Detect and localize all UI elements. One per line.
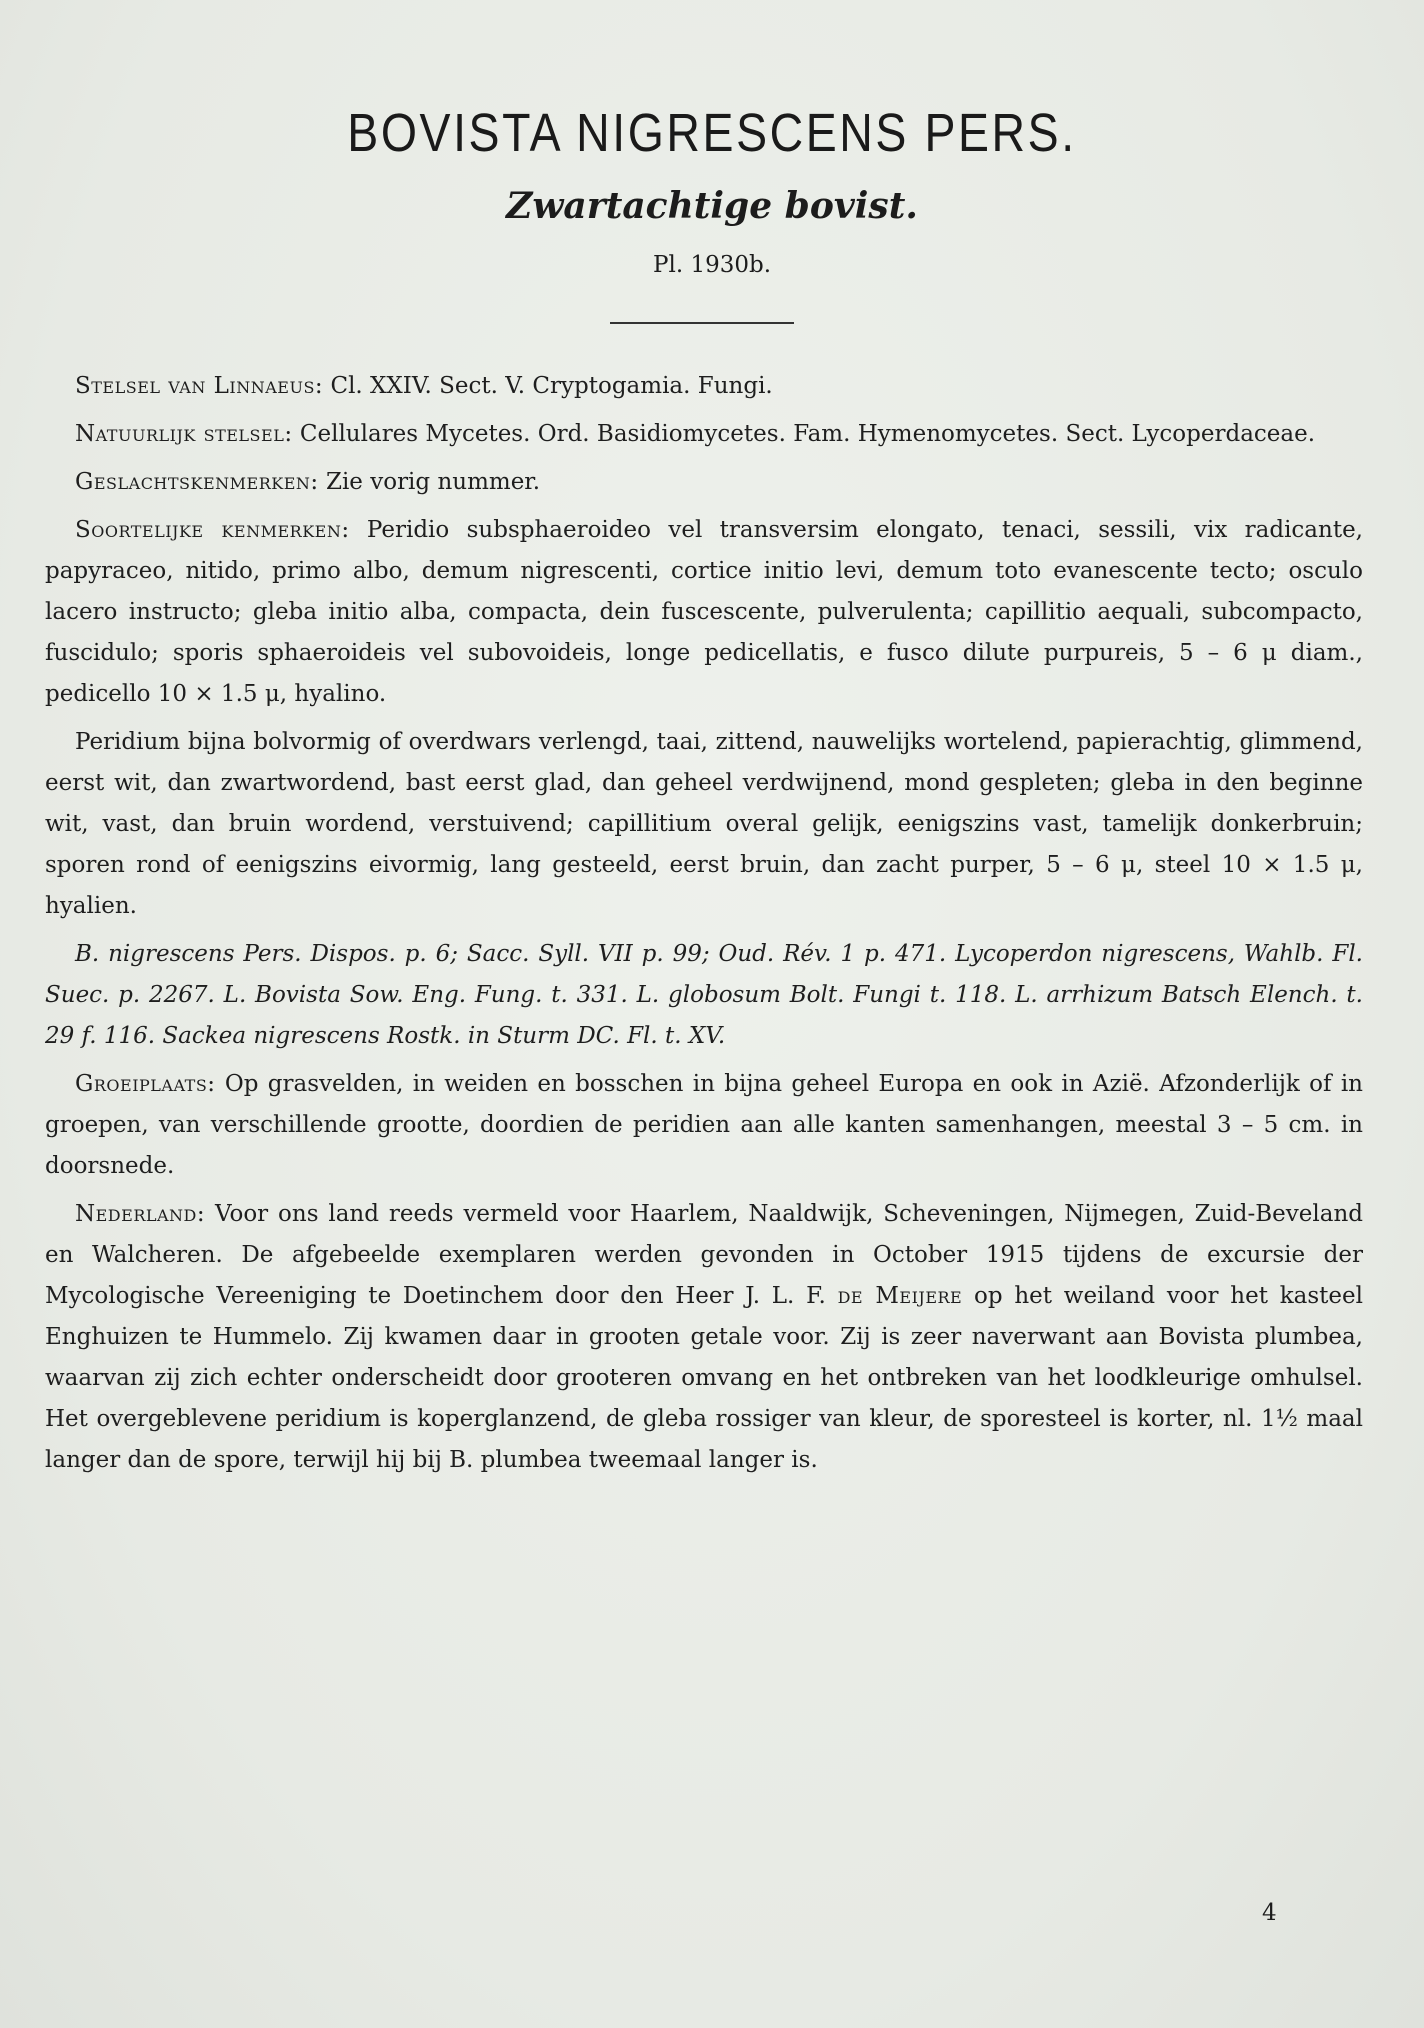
paragraph-genus — [45, 462, 1363, 503]
section-label: Nederland: — [75, 1201, 206, 1227]
section-text: Op grasvelden, in weiden en bosschen in bijna geheel Europa en ook in Azië. Afzonderlijk of in groepen, van verschillende grootte, doordien de peridien aan alle kanten samenhangen, meestal 3 – 5 cm. in doorsnede. — [45, 1071, 1363, 1179]
document-body — [45, 366, 1363, 1488]
paragraph-natural-system — [45, 414, 1363, 455]
paragraph-habitat — [45, 1064, 1363, 1187]
page-subtitle: Zwartachtige bovist. — [506, 185, 918, 227]
section-label: Soortelijke kenmerken: — [75, 517, 350, 543]
paragraph-dutch-description: Peridium bijna bolvormig of overdwars verlengd, taai, zittend, nauwelijks wortelend, papierachtig, glimmend, eerst wit, dan zwartwordend, bast eerst glad, dan geheel verdwijnend, mond gespleten; gleba in den beginne wit, vast, dan bruin wordend, verstuivend; capillitium overal gelijk, eenigszins vast, tamelijk donkerbruin; sporen rond of eenigszins eivormig, lang gesteeld, eerst bruin, dan zacht purper, 5 – 6 μ, steel 10 × 1.5 μ, hyalien. — [45, 729, 1363, 919]
person-name: de Meijere — [837, 1283, 963, 1309]
page-number: 4 — [1262, 1900, 1277, 1926]
section-text: Cl. XXIV. Sect. V. Cryptogamia. Fungi. — [323, 373, 773, 399]
section-label: Geslachtskenmerken: — [75, 469, 319, 495]
paragraph-species — [45, 510, 1363, 715]
divider-rule — [610, 322, 794, 324]
section-label: Groeiplaats: — [75, 1071, 216, 1097]
section-label: Stelsel van Linnaeus: — [75, 373, 324, 399]
section-text: Voor ons land reeds vermeld voor Haarlem, Naaldwijk, Scheveningen, Nijmegen, Zuid-Beveland en Walcheren. De afgebeelde exemplaren werden gevonden in October 1915 tijdens de excursie der Mycologische Vereeniging te Doetinchem door den Heer J. L. F. — [45, 1201, 1363, 1309]
paragraph-netherlands — [45, 1194, 1363, 1481]
section-text: op het weiland voor het kasteel Enghuizen te Hummelo. Zij kwamen daar in grooten getale voor. Zij is zeer naverwant aan Bovista plumbea, waarvan zij zich echter onderscheidt door grooteren omvang en het ontbreken van het loodkleurige omhulsel. Het overgeblevene peridium is koperglanzend, de gleba rossiger van kleur, de sporesteel is korter, nl. 1½ maal langer dan de spore, terwijl hij bij B. plumbea tweemaal langer is. — [45, 1283, 1363, 1473]
section-text: Zie vorig nummer. — [318, 469, 541, 495]
section-text: Peridio subsphaeroideo vel transversim elongato, tenaci, sessili, vix radicante, papyraceo, nitido, primo albo, demum nigrescenti, cortice initio levi, demum toto evanescente tecto; osculo lacero instructo; gleba initio alba, compacta, dein fuscescente, pulverulenta; capillitio aequali, subcompacto, fuscidulo; sporis sphaeroideis vel subovoideis, longe pedicellatis, e fusco dilute purpureis, 5 – 6 μ diam., pedicello 10 × 1.5 μ, hyalino. — [45, 517, 1363, 707]
section-label: Natuurlijk stelsel: — [75, 421, 293, 447]
paragraph-synonyms: B. nigrescens Pers. Dispos. p. 6; Sacc. Syll. VII p. 99; Oud. Rév. 1 p. 471. Lycoperdon nigrescens, Wahlb. Fl. Suec. p. 2267. L. Bovista Sow. Eng. Fung. t. 331. L. globosum Bolt. Fungi t. 118. L. arrhizum Batsch Elench. t. 29 f. 116. Sackea nigrescens Rostk. in Sturm DC. Fl. t. XV. — [45, 941, 1363, 1049]
page-title: BOVISTA NIGRESCENS PERS. — [347, 103, 1077, 163]
section-text: Cellulares Mycetes. Ord. Basidiomycetes. Fam. Hymenomycetes. Sect. Lycoperdaceae. — [292, 421, 1316, 447]
plate-number: Pl. 1930b. — [652, 252, 772, 278]
paragraph-linnaeus — [45, 366, 1363, 407]
